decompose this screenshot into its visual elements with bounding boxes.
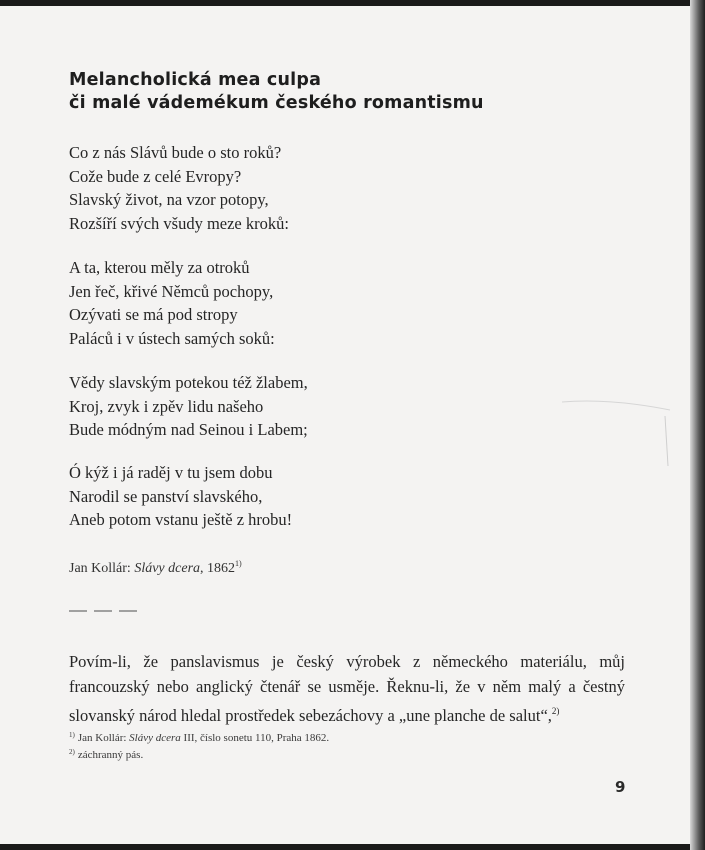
attribution-work: Slávy dcera	[134, 561, 201, 576]
stanza-4	[69, 461, 292, 532]
footnote-author: Jan Kollár:	[77, 732, 127, 744]
verse-line: Narodil se panství slavského,	[69, 486, 263, 506]
verse-line: Bude módným nad Seinou i Labem;	[69, 420, 308, 439]
page-edge-shadow	[690, 0, 705, 850]
attribution-author: Jan Kollár:	[69, 561, 131, 576]
verse-line: Kroj, zvyk i zpěv lidu našeho	[69, 396, 264, 416]
verse-line: Ozývati se má pod stropy	[69, 305, 238, 324]
footnote-ref: 1)	[235, 559, 242, 568]
stanza-2	[69, 256, 275, 350]
heading-line-1: Melancholická mea culpa	[69, 70, 322, 90]
show-through-marks	[560, 396, 680, 476]
heading-line-2: či malé vádemékum českého romantismu	[69, 93, 484, 113]
verse-line: Co z nás Slávů bude o sto roků?	[69, 143, 282, 162]
paragraph-text: Povím-li, že panslavismus je český výrobek z německého materiálu, můj francouzský nebo anglický čtenář se usměje. Řeknu-li, že v něm malý a čestný slovanský národ hledal prostředek sebezáchovy a „une planche de salut“,	[69, 652, 625, 725]
page-number: 9	[615, 778, 626, 796]
verse-line: Slavský život, na vzor potopy,	[69, 190, 269, 209]
book-page	[0, 6, 690, 844]
stanza-1	[69, 141, 289, 235]
body-paragraph	[69, 649, 625, 728]
verse-line: A ta, kterou měly za otroků	[69, 258, 250, 277]
verse-line: Aneb potom vstanu ještě z hrobu!	[69, 510, 293, 529]
verse-line: Vědy slavským potekou též žlabem,	[69, 373, 308, 392]
footnote-text: záchranný pás.	[77, 749, 144, 761]
footnote-rest: III, číslo sonetu 110, Praha 1862.	[183, 732, 330, 744]
stanza-3	[69, 371, 308, 442]
verse-line: Ó kýž i já raděj v tu jsem dobu	[69, 463, 273, 482]
verse-line: Jen řeč, křivé Němců pochopy,	[69, 281, 274, 301]
footnote-2	[69, 745, 329, 762]
chapter-heading	[69, 69, 484, 115]
footnote-work: Slávy dcera	[129, 732, 181, 744]
verse-line: Rozšíří svých všudy meze kroků:	[69, 213, 289, 233]
poem-attribution	[69, 559, 242, 577]
section-divider	[69, 610, 137, 612]
footnote-ref: 2)	[551, 706, 560, 716]
verse-line: Cože bude z celé Evropy?	[69, 166, 242, 186]
footnote-mark: 2)	[69, 748, 75, 756]
attribution-year: , 1862	[200, 561, 236, 576]
footnote-mark: 1)	[69, 731, 75, 739]
footnote-1	[69, 728, 329, 745]
verse-line: Paláců i v ústech samých soků:	[69, 328, 275, 348]
footnotes	[69, 728, 329, 762]
